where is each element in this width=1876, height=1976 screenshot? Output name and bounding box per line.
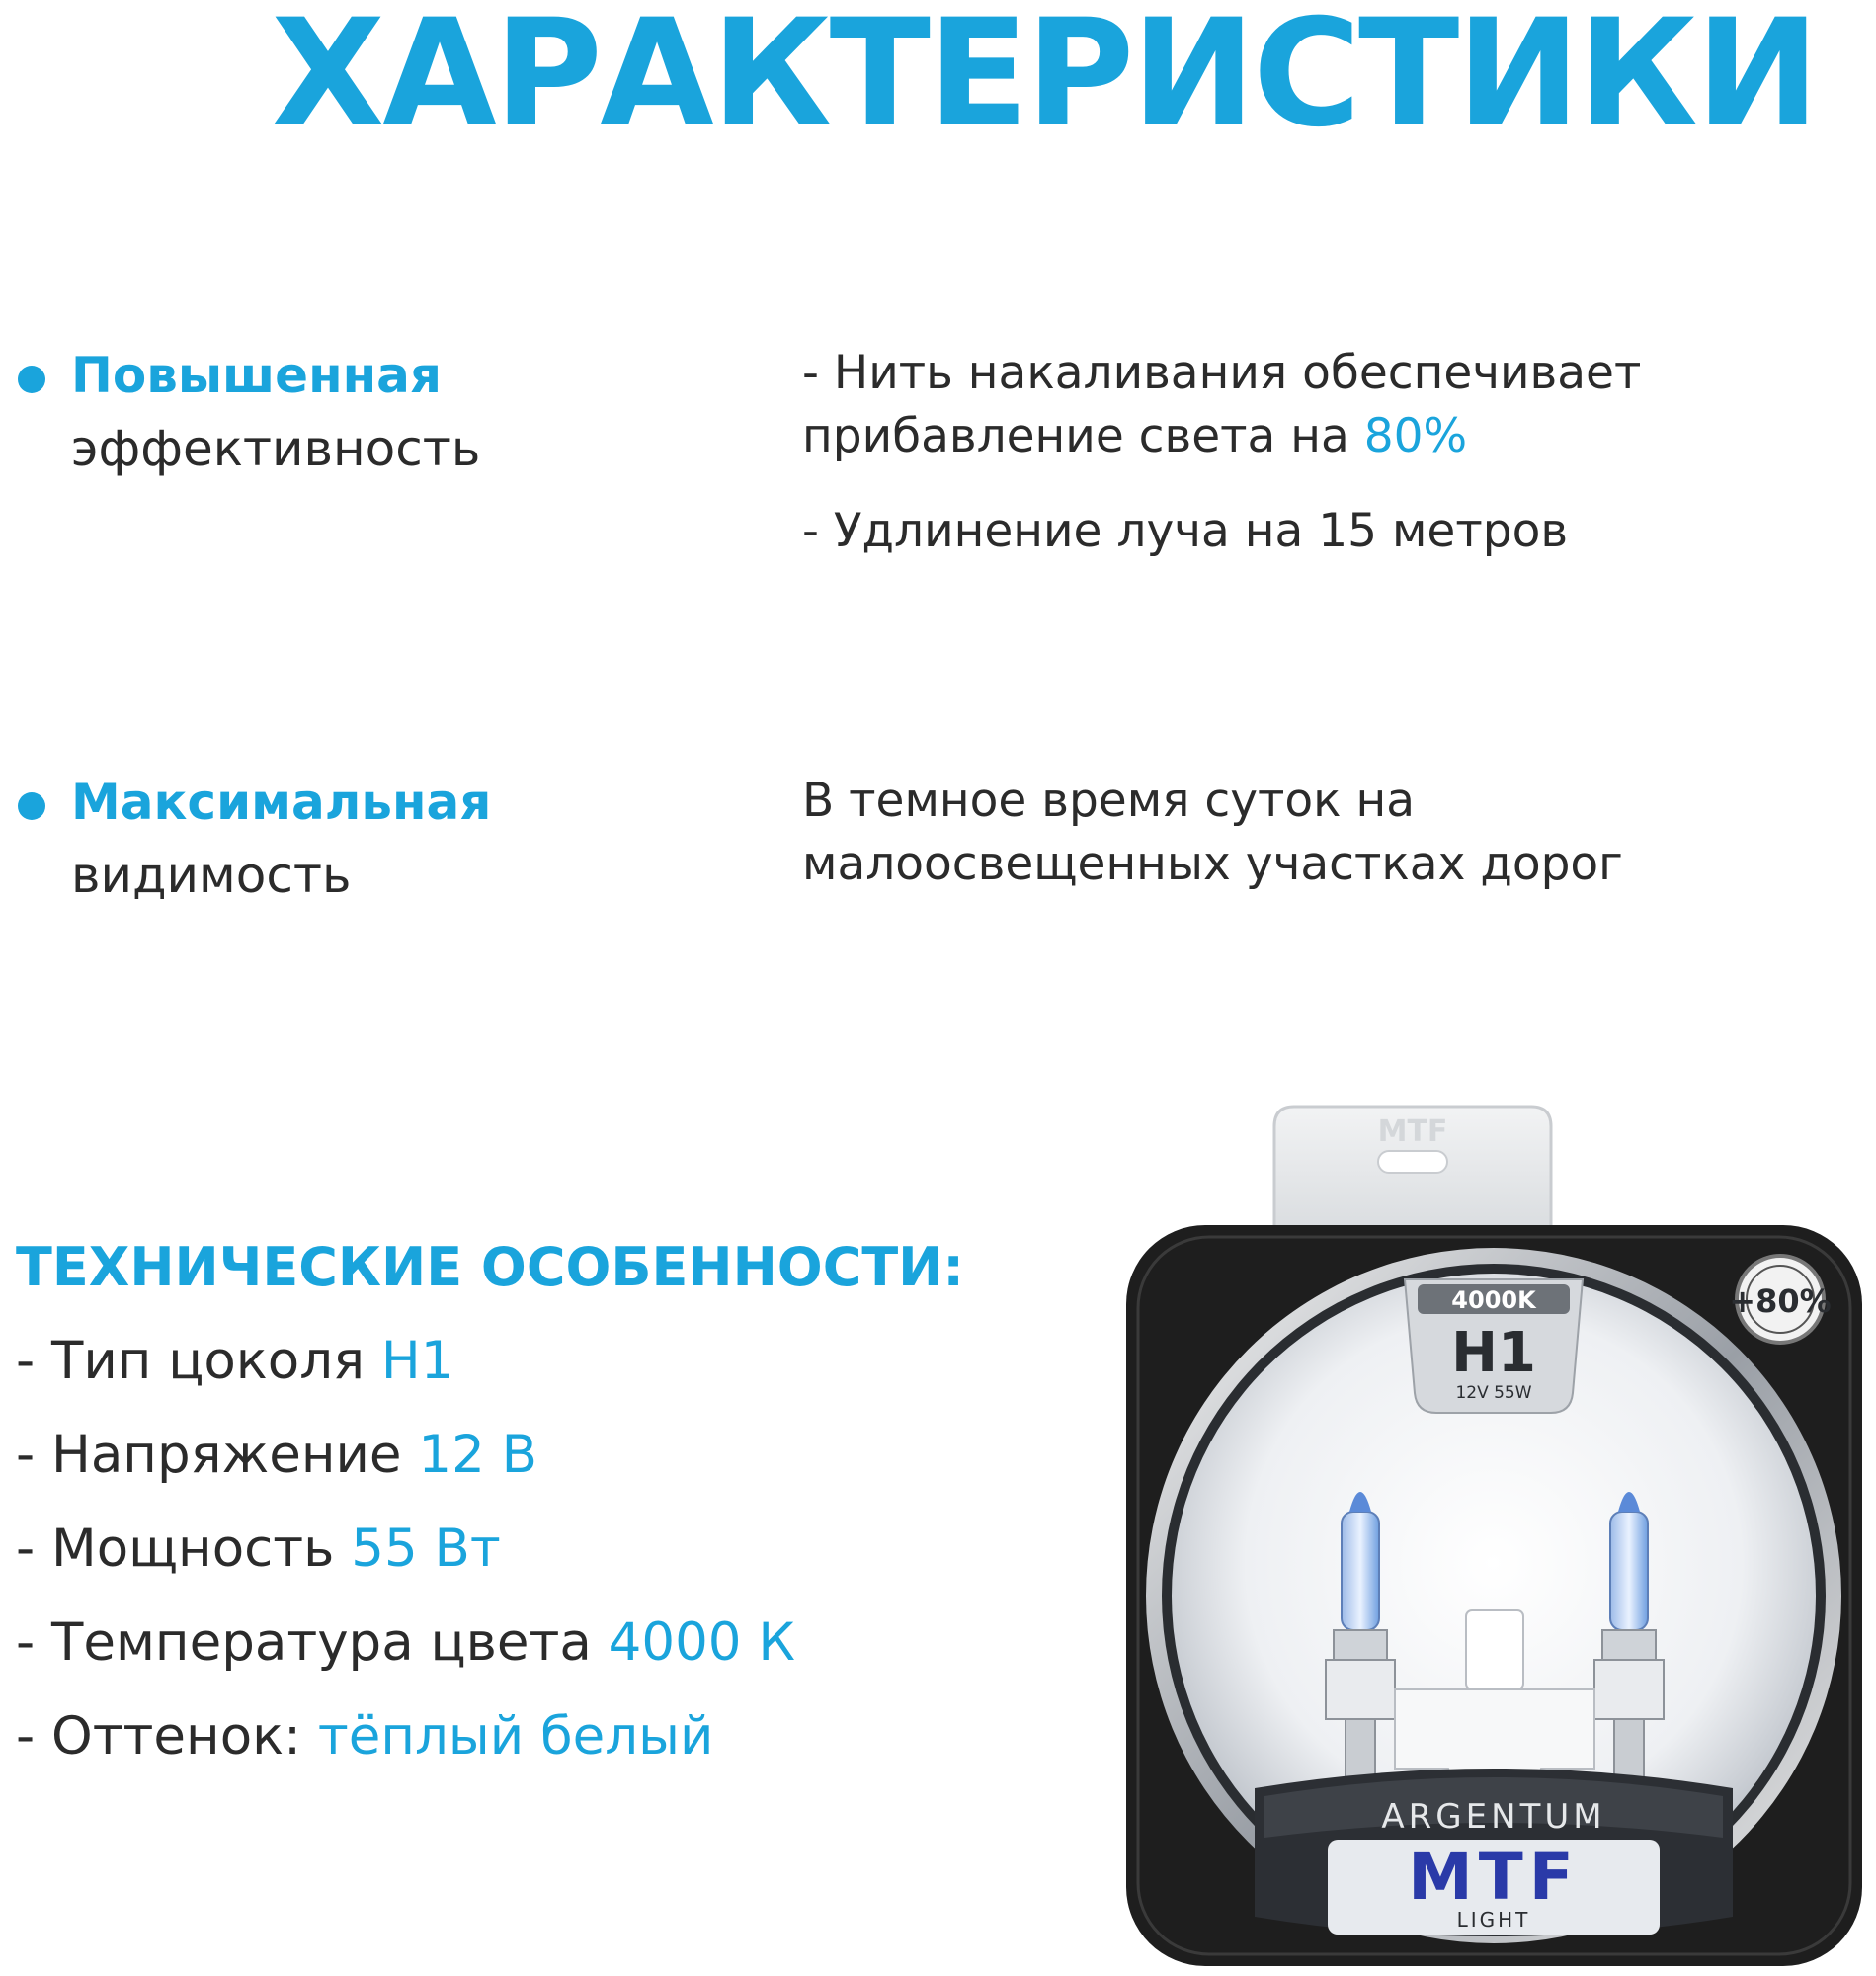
bulb-type-label (1405, 1279, 1583, 1413)
bullet-icon (18, 792, 45, 820)
bulb-rating-label: 12V 55W (1455, 1383, 1532, 1403)
spec-value: H1 (380, 1331, 454, 1391)
spec-color-temp (16, 1608, 795, 1678)
spec-label: - Оттенок: (16, 1706, 318, 1767)
bulb-base-label: H1 (1451, 1321, 1536, 1385)
spec-label: - Тип цоколя (16, 1331, 381, 1391)
spec-label: - Мощность (16, 1519, 352, 1579)
spec-tint (16, 1702, 713, 1771)
light-boost-value: 80% (1363, 409, 1468, 463)
feature-heading: Повышенная (71, 347, 442, 404)
spec-label: - Напряжение (16, 1425, 419, 1485)
brand-logo: MTF (1408, 1839, 1580, 1915)
spec-voltage (16, 1421, 537, 1490)
temp-badge: 4000K (1451, 1286, 1536, 1314)
spec-value: 4000 К (608, 1612, 795, 1673)
brand-label (1255, 1769, 1733, 1936)
spec-base (16, 1327, 453, 1396)
feature-efficiency-desc-line2 (802, 405, 1467, 468)
spec-value: 12 В (418, 1425, 538, 1485)
hanger-logo: MTF (1377, 1114, 1448, 1149)
spec-value: 55 Вт (351, 1519, 501, 1579)
spec-label: - Температура цвета (16, 1612, 609, 1673)
feature-efficiency-desc-line1: - Нить накаливания обеспечивает (802, 346, 1642, 400)
product-package-image (1116, 1097, 1872, 1976)
feature-efficiency-desc-line3: - Удлинение луча на 15 метров (802, 504, 1569, 558)
bullet-icon (18, 366, 45, 393)
hanger-tab (1274, 1107, 1551, 1235)
spec-power (16, 1515, 501, 1584)
feature-subheading: эффективность (71, 420, 481, 477)
brand-sub: LIGHT (1456, 1908, 1531, 1932)
feature-subheading: видимость (71, 847, 352, 904)
tech-specs-title: ТЕХНИЧЕСКИЕ ОСОБЕННОСТИ: (16, 1236, 964, 1298)
series-name: ARGENTUM (1381, 1797, 1606, 1837)
feature-visibility-desc-line2: малоосвещенных участках дорог (802, 837, 1623, 891)
feature-heading: Максимальная (71, 774, 492, 831)
spec-value: тёплый белый (317, 1706, 714, 1767)
boost-value: +80% (1729, 1282, 1832, 1320)
feature-visibility-desc-line1: В темное время суток на (802, 774, 1416, 828)
page-title: ХАРАКТЕРИСТИКИ (271, 0, 1817, 160)
desc-text: прибавление света на (802, 409, 1364, 463)
